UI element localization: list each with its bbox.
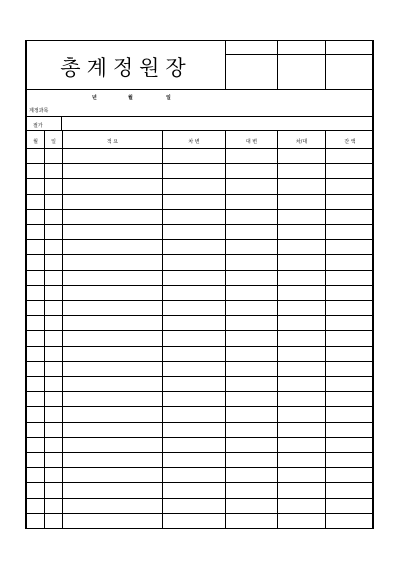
approval-cell[interactable] xyxy=(226,41,277,54)
ledger-form xyxy=(25,40,374,529)
table-cell[interactable] xyxy=(278,149,325,163)
table-cell[interactable] xyxy=(326,255,374,269)
table-cell[interactable] xyxy=(226,499,277,513)
table-cell[interactable] xyxy=(226,286,277,300)
signature-cell[interactable] xyxy=(226,55,277,89)
table-cell[interactable] xyxy=(45,377,62,391)
table-cell[interactable] xyxy=(28,240,44,254)
table-cell[interactable] xyxy=(326,240,374,254)
table-cell[interactable] xyxy=(28,453,44,467)
table-cell[interactable] xyxy=(28,271,44,285)
table-cell[interactable] xyxy=(45,423,62,437)
table-cell[interactable] xyxy=(226,453,277,467)
table-cell[interactable] xyxy=(63,255,162,269)
table-cell[interactable] xyxy=(278,331,325,345)
table-cell[interactable] xyxy=(163,149,225,163)
table-cell[interactable] xyxy=(63,286,162,300)
table-cell[interactable] xyxy=(45,271,62,285)
table-cell[interactable] xyxy=(226,210,277,224)
table-cell[interactable] xyxy=(28,301,44,315)
table-cell[interactable] xyxy=(278,271,325,285)
table-cell[interactable] xyxy=(326,499,374,513)
table-cell[interactable] xyxy=(63,225,162,239)
table-cell[interactable] xyxy=(326,301,374,315)
table-cell[interactable] xyxy=(326,453,374,467)
table-cell[interactable] xyxy=(28,423,44,437)
table-cell[interactable] xyxy=(163,514,225,528)
table-cell[interactable] xyxy=(326,149,374,163)
table-cell[interactable] xyxy=(163,164,225,178)
table-cell[interactable] xyxy=(63,164,162,178)
table-cell[interactable] xyxy=(326,392,374,406)
table-cell[interactable] xyxy=(226,179,277,193)
table-cell[interactable] xyxy=(163,453,225,467)
date-month-field[interactable] xyxy=(101,91,127,101)
col-balance-header: 잔 액 xyxy=(344,139,356,145)
date-month-label: 월 xyxy=(128,95,133,101)
table-cell[interactable] xyxy=(45,483,62,497)
table-cell[interactable] xyxy=(326,438,374,452)
table-cell[interactable] xyxy=(326,407,374,421)
table-cell[interactable] xyxy=(326,286,374,300)
page-label: 절가 xyxy=(33,123,43,129)
table-cell[interactable] xyxy=(63,468,162,482)
table-cell[interactable] xyxy=(45,362,62,376)
table-cell[interactable] xyxy=(45,347,62,361)
table-cell[interactable] xyxy=(28,286,44,300)
table-cell[interactable] xyxy=(163,483,225,497)
table-cell[interactable] xyxy=(226,164,277,178)
date-year-label: 년 xyxy=(92,95,97,101)
table-cell[interactable] xyxy=(63,271,162,285)
table-cell[interactable] xyxy=(226,392,277,406)
table-cell[interactable] xyxy=(163,210,225,224)
table-cell[interactable] xyxy=(45,164,62,178)
table-cell[interactable] xyxy=(63,179,162,193)
table-cell[interactable] xyxy=(163,255,225,269)
table-cell[interactable] xyxy=(45,392,62,406)
table-cell[interactable] xyxy=(163,301,225,315)
table-cell[interactable] xyxy=(326,195,374,209)
table-cell[interactable] xyxy=(278,438,325,452)
table-cell[interactable] xyxy=(278,499,325,513)
table-cell[interactable] xyxy=(45,225,62,239)
approval-cell[interactable] xyxy=(278,41,325,54)
table-cell[interactable] xyxy=(163,499,225,513)
table-cell[interactable] xyxy=(326,468,374,482)
table-cell[interactable] xyxy=(163,316,225,330)
table-cell[interactable] xyxy=(45,195,62,209)
table-cell[interactable] xyxy=(278,468,325,482)
table-cell[interactable] xyxy=(278,392,325,406)
table-cell[interactable] xyxy=(326,179,374,193)
approval-cell[interactable] xyxy=(326,41,374,54)
col-balance-type-header: 차/대 xyxy=(295,139,308,145)
table-cell[interactable] xyxy=(326,271,374,285)
table-cell[interactable] xyxy=(278,195,325,209)
table-cell[interactable] xyxy=(63,347,162,361)
table-cell[interactable] xyxy=(28,316,44,330)
table-cell[interactable] xyxy=(63,483,162,497)
table-cell[interactable] xyxy=(326,362,374,376)
table-cell[interactable] xyxy=(226,225,277,239)
table-cell[interactable] xyxy=(278,423,325,437)
table-cell[interactable] xyxy=(326,423,374,437)
table-cell[interactable] xyxy=(163,392,225,406)
table-cell[interactable] xyxy=(226,483,277,497)
table-cell[interactable] xyxy=(163,286,225,300)
ledger-title: 총계정원장 xyxy=(60,56,192,80)
table-cell[interactable] xyxy=(28,210,44,224)
table-cell[interactable] xyxy=(63,210,162,224)
account-label: 계정과목 xyxy=(29,108,49,114)
table-cell[interactable] xyxy=(163,377,225,391)
col-day-header: 일 xyxy=(51,139,56,145)
table-cell[interactable] xyxy=(28,377,44,391)
table-cell[interactable] xyxy=(326,347,374,361)
table-cell[interactable] xyxy=(226,514,277,528)
table-cell[interactable] xyxy=(45,438,62,452)
table-cell[interactable] xyxy=(226,423,277,437)
table-cell[interactable] xyxy=(278,179,325,193)
table-cell[interactable] xyxy=(28,499,44,513)
table-cell[interactable] xyxy=(278,483,325,497)
table-cell[interactable] xyxy=(326,316,374,330)
table-cell[interactable] xyxy=(278,301,325,315)
table-cell[interactable] xyxy=(63,438,162,452)
table-cell[interactable] xyxy=(63,149,162,163)
col-month-header: 월 xyxy=(33,139,38,145)
table-cell[interactable] xyxy=(226,362,277,376)
table-cell[interactable] xyxy=(45,240,62,254)
table-cell[interactable] xyxy=(45,149,62,163)
table-cell[interactable] xyxy=(226,149,277,163)
table-cell[interactable] xyxy=(45,301,62,315)
table-cell[interactable] xyxy=(28,483,44,497)
table-cell[interactable] xyxy=(63,362,162,376)
table-cell[interactable] xyxy=(28,164,44,178)
table-cell[interactable] xyxy=(63,301,162,315)
table-cell[interactable] xyxy=(326,164,374,178)
table-cell[interactable] xyxy=(326,331,374,345)
table-cell[interactable] xyxy=(45,179,62,193)
table-cell[interactable] xyxy=(226,316,277,330)
table-cell[interactable] xyxy=(45,255,62,269)
table-cell[interactable] xyxy=(226,240,277,254)
table-cell[interactable] xyxy=(28,468,44,482)
table-cell[interactable] xyxy=(278,210,325,224)
table-cell[interactable] xyxy=(63,407,162,421)
table-cell[interactable] xyxy=(28,438,44,452)
table-cell[interactable] xyxy=(226,195,277,209)
table-cell[interactable] xyxy=(45,286,62,300)
table-cell[interactable] xyxy=(163,407,225,421)
date-year-field[interactable] xyxy=(67,91,92,101)
table-cell[interactable] xyxy=(163,362,225,376)
table-cell[interactable] xyxy=(28,255,44,269)
table-cell[interactable] xyxy=(45,316,62,330)
table-cell[interactable] xyxy=(28,225,44,239)
table-cell[interactable] xyxy=(63,514,162,528)
table-cell[interactable] xyxy=(28,514,44,528)
table-cell[interactable] xyxy=(278,362,325,376)
table-cell[interactable] xyxy=(226,407,277,421)
table-cell[interactable] xyxy=(28,347,44,361)
page-divider xyxy=(27,130,374,131)
page-field[interactable] xyxy=(62,117,374,130)
table-cell[interactable] xyxy=(28,392,44,406)
table-cell[interactable] xyxy=(278,453,325,467)
header-divider xyxy=(27,89,374,90)
table-cell[interactable] xyxy=(45,407,62,421)
table-cell[interactable] xyxy=(226,347,277,361)
table-cell[interactable] xyxy=(226,271,277,285)
table-cell[interactable] xyxy=(28,362,44,376)
table-cell[interactable] xyxy=(226,468,277,482)
table-cell[interactable] xyxy=(326,483,374,497)
table-cell[interactable] xyxy=(45,468,62,482)
table-cell[interactable] xyxy=(28,149,44,163)
table-cell[interactable] xyxy=(226,377,277,391)
table-cell[interactable] xyxy=(163,347,225,361)
table-cell[interactable] xyxy=(326,377,374,391)
table-cell[interactable] xyxy=(28,407,44,421)
table-cell[interactable] xyxy=(163,423,225,437)
row-line xyxy=(27,528,374,529)
table-cell[interactable] xyxy=(163,225,225,239)
table-cell[interactable] xyxy=(163,240,225,254)
table-cell[interactable] xyxy=(163,438,225,452)
table-cell[interactable] xyxy=(63,331,162,345)
table-cell[interactable] xyxy=(163,179,225,193)
table-cell[interactable] xyxy=(28,179,44,193)
table-cell[interactable] xyxy=(63,392,162,406)
table-cell[interactable] xyxy=(278,514,325,528)
table-cell[interactable] xyxy=(278,347,325,361)
table-cell[interactable] xyxy=(28,331,44,345)
table-cell[interactable] xyxy=(45,453,62,467)
table-cell[interactable] xyxy=(326,210,374,224)
table-cell[interactable] xyxy=(226,438,277,452)
signature-cell[interactable] xyxy=(278,55,325,89)
table-cell[interactable] xyxy=(278,164,325,178)
table-cell[interactable] xyxy=(326,225,374,239)
table-cell[interactable] xyxy=(226,331,277,345)
table-cell[interactable] xyxy=(163,195,225,209)
table-cell[interactable] xyxy=(163,468,225,482)
table-cell[interactable] xyxy=(45,499,62,513)
table-cell[interactable] xyxy=(63,453,162,467)
table-cell[interactable] xyxy=(278,377,325,391)
table-cell[interactable] xyxy=(226,255,277,269)
col-credit-header: 대 변 xyxy=(245,139,258,145)
table-cell[interactable] xyxy=(278,286,325,300)
table-cell[interactable] xyxy=(278,225,325,239)
table-cell[interactable] xyxy=(326,514,374,528)
table-cell[interactable] xyxy=(278,240,325,254)
col-summary-header: 적 요 xyxy=(106,139,119,145)
table-cell[interactable] xyxy=(63,195,162,209)
table-cell[interactable] xyxy=(63,499,162,513)
date-day-field[interactable] xyxy=(137,91,165,101)
table-cell[interactable] xyxy=(163,271,225,285)
table-cell[interactable] xyxy=(45,514,62,528)
date-day-label: 일 xyxy=(166,95,171,101)
table-cell[interactable] xyxy=(63,240,162,254)
table-cell[interactable] xyxy=(226,301,277,315)
signature-cell[interactable] xyxy=(326,55,374,89)
table-cell[interactable] xyxy=(63,377,162,391)
table-cell[interactable] xyxy=(278,407,325,421)
table-cell[interactable] xyxy=(278,255,325,269)
table-cell[interactable] xyxy=(28,195,44,209)
col-debit-header: 차 변 xyxy=(188,139,200,145)
table-cell[interactable] xyxy=(45,331,62,345)
table-cell[interactable] xyxy=(278,316,325,330)
account-field[interactable] xyxy=(61,104,374,116)
table-cell[interactable] xyxy=(163,331,225,345)
table-cell[interactable] xyxy=(63,423,162,437)
table-cell[interactable] xyxy=(45,210,62,224)
table-cell[interactable] xyxy=(63,316,162,330)
